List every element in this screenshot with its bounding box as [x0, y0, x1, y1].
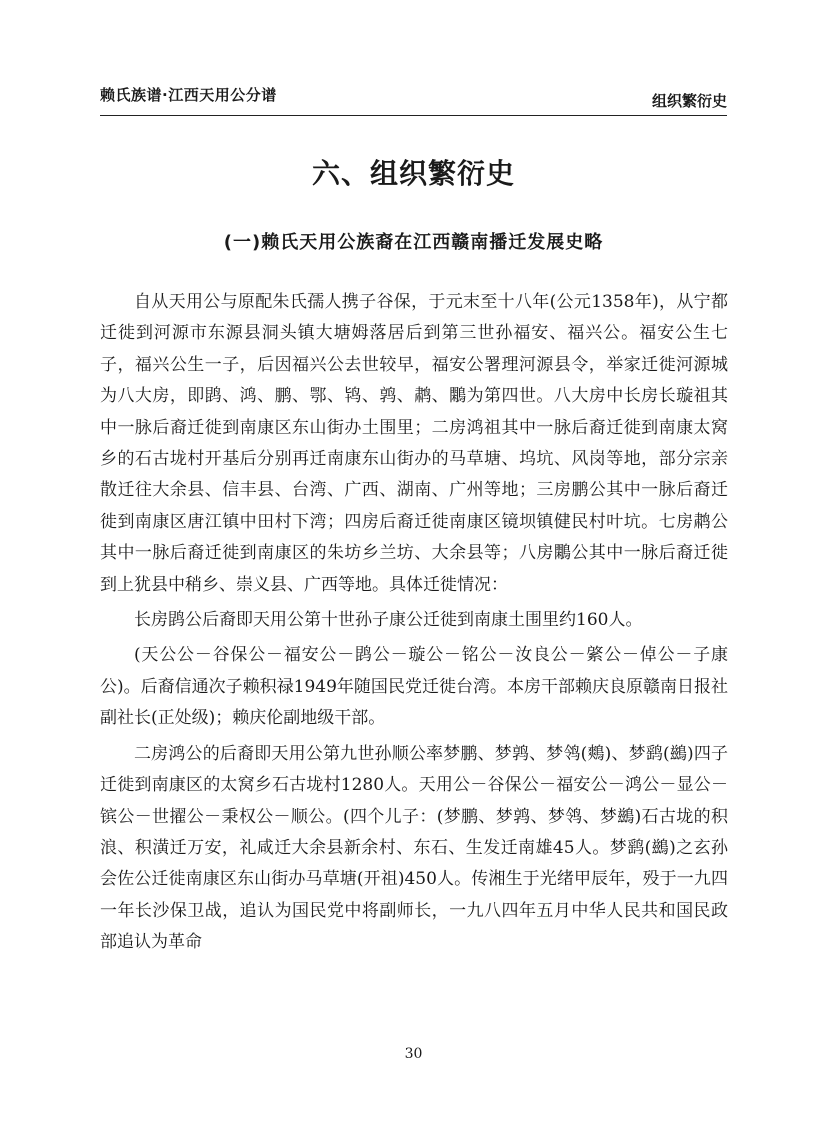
section-title: (一)赖氏天用公族裔在江西赣南播迁发展史略 [223, 232, 604, 253]
header-chapter-name: 组织繁衍史 [651, 92, 727, 110]
paragraph: 自从天用公与原配朱氏孺人携子谷保，于元末至十八年(公元1358年)，从宁都迁徙到河源市东源县洞头镇大塘姆落居后到第三世孙福安、福兴公。福安公生七子，福兴公生一子，后因福兴公去世较早，福安公署理河源县令，举家迁徙河源城为八大房，即鹍、鸿、鹏、鄂、鸨、鹑、鹔、鷴为第四世。八大房中长房长璇祖其中一脉后裔迁徙到南康区东山街办土围里；二房鸿祖其中一脉后裔迁徙到南康太窝乡的石古垅村开基后分别再迁南康东山街办的马草塘、坞坑、风岗等地，部分宗亲散迁往大余县、信丰县、台湾、广西、湖南、广州等地；三房鹏公其中一脉后裔迁徙到南康区唐江镇中田村下湾；四房后裔迁徙南康区镜坝镇健民村叶坑。七房鹔公其中一脉后裔迁徙到南康区的朱坊乡兰坊、大余县等；八房鷴公其中一脉后裔迁徙到上犹县中稍乡、崇义县、广西等地。具体迁徙情况： [100, 292, 728, 595]
running-header [100, 78, 727, 118]
header-divider [100, 115, 727, 116]
body-text [100, 287, 728, 959]
chapter-title: 六、组织繁衍史 [311, 157, 515, 190]
paragraph: 长房鹍公后裔即天用公第十世孙子康公迁徙到南康土围里约160人。 [134, 610, 643, 631]
paragraph: (天公公－谷保公－福安公－鹍公－璇公－铭公－汝良公－綮公－倬公－子康公)。后裔信通次子赖积禄1949年随国民党迁徙台湾。本房干部赖庆良原赣南日报社副社长(正处级)；赖庆伦副地级干部。 [100, 645, 728, 729]
header-book-title: 赖氏族谱·江西天用公分谱 [100, 86, 277, 104]
paragraph: 二房鸿公的后裔即天用公第九世孙顺公率梦鹏、梦鹑、梦鸰(鷞)、梦鹞(鷀)四子迁徙到南康区的太窝乡石古垅村1280人。天用公－谷保公－福安公－鸿公－显公－镔公－世擢公－秉权公－顺公。(四个儿子：(梦鹏、梦鹑、梦鸰、梦鷀)石古垅的积浪、积潢迁万安，礼咸迁大余县新余村、东石、生发迁南雄45人。梦鹞(鷀)之玄孙会佐公迁徙南康区东山街办马草塘(开祖)450人。传湘生于光绪甲辰年，殁于一九四一年长沙保卫战，追认为国民党中将副师长，一九八四年五月中华人民共和国民政部追认为革命 [100, 743, 728, 953]
page-number: 30 [404, 1046, 423, 1062]
